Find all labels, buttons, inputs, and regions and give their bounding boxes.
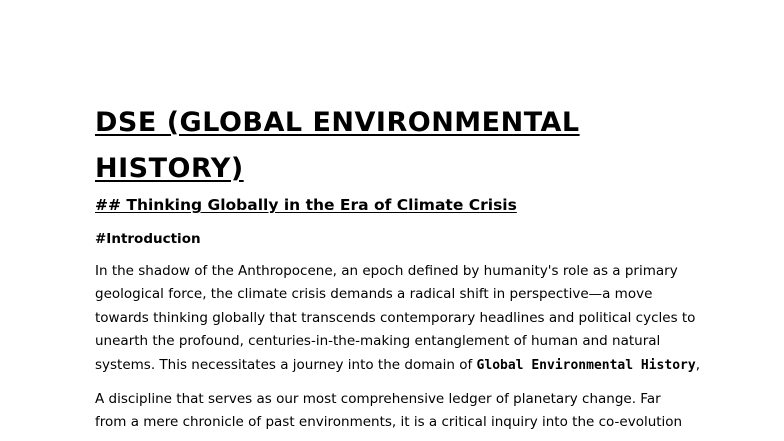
- paragraph-line: towards thinking globally that transcends contemporary headlines and political cycles to: [95, 309, 696, 326]
- paragraph-line: unearth the profound, centuries-in-the-making entanglement of human and natural: [95, 333, 661, 350]
- paragraph-text: systems. This necessitates a journey into the domain of: [95, 356, 477, 373]
- section-heading-introduction: #Introduction: [95, 231, 201, 247]
- document-body: [95, 100, 700, 435]
- paragraph-line: geological force, the climate crisis demands a radical shift in perspective—a move: [95, 286, 653, 303]
- bold-term-global-environmental-history: Global Environmental History: [476, 357, 696, 373]
- introduction-paragraph-2: [95, 388, 695, 435]
- document-title: DSE (GLOBAL ENVIRONMENTAL HISTORY): [95, 107, 580, 184]
- paragraph-line: A discipline that serves as our most comprehensive ledger of planetary change. Far: [95, 391, 661, 408]
- document-subtitle: ## Thinking Globally in the Era of Climate Crisis: [95, 196, 517, 214]
- paragraph-line: from a mere chronicle of past environments, it is a critical inquiry into the co-evolution: [95, 414, 683, 431]
- introduction-paragraph-1: [95, 260, 700, 377]
- paragraph-line: In the shadow of the Anthropocene, an epoch defined by humanity's role as a primary: [95, 263, 678, 279]
- paragraph-line: [95, 354, 700, 377]
- paragraph-text: ,: [695, 356, 700, 373]
